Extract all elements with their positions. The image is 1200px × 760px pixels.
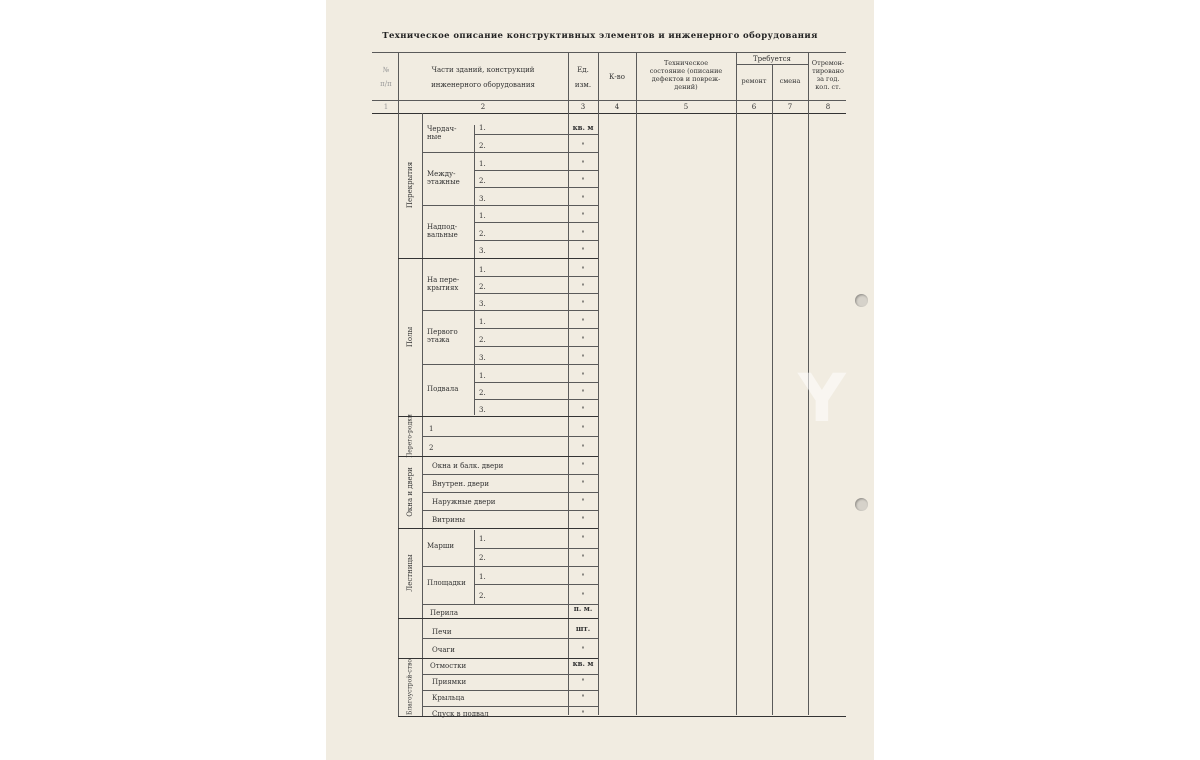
sub-naper-1: На пере- xyxy=(427,276,460,284)
row-num: 2. xyxy=(479,336,486,344)
row-num: 1. xyxy=(479,573,486,581)
row-line xyxy=(422,510,598,511)
document-page xyxy=(326,0,874,760)
unit-ditto: " xyxy=(581,573,585,581)
watermark: Y xyxy=(798,360,848,437)
row-line xyxy=(474,584,598,585)
row-num: 2. xyxy=(479,554,486,562)
unit-ditto: " xyxy=(581,444,585,452)
unit-ditto: " xyxy=(581,678,585,686)
unit-ditto: " xyxy=(581,212,585,220)
row-num: 3. xyxy=(479,354,486,362)
unit-cell: шт. xyxy=(575,624,591,633)
row-line xyxy=(474,134,598,135)
group-lestnitsy: Лестницы xyxy=(406,554,414,592)
unit-ditto: " xyxy=(581,300,585,308)
hdr-col5-line2: состояние (описание xyxy=(649,67,723,75)
sub-podvala: Подвала xyxy=(427,385,459,393)
sub-marshi: Марши xyxy=(427,542,454,550)
row-line xyxy=(422,492,598,493)
group-sep xyxy=(398,258,598,259)
num-col6: 6 xyxy=(751,103,757,111)
group-col-right xyxy=(422,113,423,716)
row-line xyxy=(422,706,598,707)
hdr-col3-line1: Ед. xyxy=(577,66,589,74)
row-line xyxy=(474,548,598,549)
unit-ditto: " xyxy=(581,354,585,362)
row-num: 1. xyxy=(479,212,486,220)
row-line xyxy=(422,674,598,675)
unit-ditto: " xyxy=(581,498,585,506)
row-line xyxy=(474,187,598,188)
sub-mezhdu-2: этажные xyxy=(427,178,460,186)
row-line xyxy=(474,293,598,294)
sub-cherdach-2: ные xyxy=(427,133,442,141)
hdr-col1-a: № xyxy=(382,66,390,74)
num-col5: 5 xyxy=(683,103,689,111)
subgroup-sep xyxy=(422,152,598,153)
unit-ditto: " xyxy=(581,160,585,168)
unit-ditto: " xyxy=(581,592,585,600)
unit-ditto: " xyxy=(581,283,585,291)
col7-left-line xyxy=(772,64,773,715)
row-num: 2. xyxy=(479,592,486,600)
row-line xyxy=(474,399,598,400)
num-col7: 7 xyxy=(787,103,793,111)
row-num: 3. xyxy=(479,247,486,255)
item-otmostki: Отмостки xyxy=(430,662,467,670)
unit-ditto: " xyxy=(581,389,585,397)
row-line xyxy=(474,276,598,277)
unit-ditto: " xyxy=(581,554,585,562)
unit-ditto: " xyxy=(581,318,585,326)
num-col4: 4 xyxy=(614,103,620,111)
row-num: 1. xyxy=(479,372,486,380)
group-okna-dveri: Окна и двери xyxy=(406,467,414,517)
sub-nadpod-1: Надпод- xyxy=(427,223,458,231)
row-line xyxy=(474,346,598,347)
hdr-col3-line2: изм. xyxy=(574,81,592,89)
sub-pervogo-2: этажа xyxy=(427,336,450,344)
group-sep xyxy=(398,618,598,619)
row-num: 2. xyxy=(479,230,486,238)
group-perekrytiya: Перекрытия xyxy=(406,161,414,209)
row-num: 3. xyxy=(479,300,486,308)
hdr-col5-line3: дефектов и повреж- xyxy=(651,75,721,83)
row-line xyxy=(422,474,598,475)
hdr-col5-line1: Техническое xyxy=(663,59,709,67)
unit-ditto: " xyxy=(581,646,585,654)
item-ochagi: Очаги xyxy=(432,646,455,654)
unit-ditto: " xyxy=(581,535,585,543)
number-row-border xyxy=(372,113,846,114)
row-num: 3. xyxy=(479,195,486,203)
unit-ditto: " xyxy=(581,406,585,414)
row-num: 3. xyxy=(479,406,486,414)
row-num: 1. xyxy=(479,318,486,326)
hdr-col2-line2: инженерного оборудования xyxy=(431,81,535,89)
hdr-col8-line2: тировано xyxy=(812,67,844,75)
hdr-trebuetsya: Требуется xyxy=(753,55,791,63)
binder-hole xyxy=(855,294,868,307)
num-col8: 8 xyxy=(825,103,831,111)
unit-cell: п. м. xyxy=(573,604,593,613)
subgroup-divider-stairs xyxy=(474,530,475,604)
row-line xyxy=(422,690,598,691)
row-line xyxy=(422,638,598,639)
unit-ditto: " xyxy=(581,372,585,380)
sub-pervogo-1: Первого xyxy=(427,328,458,336)
group-sep xyxy=(398,658,598,659)
sub-mezhdu-1: Между- xyxy=(427,170,456,178)
unit-ditto: " xyxy=(581,230,585,238)
row-line xyxy=(422,436,598,437)
unit-ditto: " xyxy=(581,480,585,488)
num-col1: 1 xyxy=(383,103,389,111)
unit-ditto: " xyxy=(581,247,585,255)
item-pechi: Печи xyxy=(432,628,452,636)
row-num: 2. xyxy=(479,389,486,397)
sub-naper-2: крытиях xyxy=(427,284,459,292)
sub-ploshchadki: Площадки xyxy=(427,579,466,587)
sub-cherdach-1: Чердач- xyxy=(427,125,457,133)
group-sep xyxy=(398,528,598,529)
unit-cell: кв. м xyxy=(572,659,594,668)
unit-ditto: " xyxy=(581,462,585,470)
item-naruzh-dveri: Наружные двери xyxy=(432,498,496,506)
hdr-col8-line3: за год. xyxy=(816,75,840,83)
row-line xyxy=(474,222,598,223)
row-num: 1. xyxy=(479,535,486,543)
item-priyamki: Приямки xyxy=(432,678,467,686)
group-blagoustroistvo: Благоустрой-ство xyxy=(406,659,414,715)
col5-left-line xyxy=(636,52,637,715)
row-num: 1. xyxy=(479,266,486,274)
row-line xyxy=(474,382,598,383)
row-line xyxy=(474,170,598,171)
subgroup-sep xyxy=(422,205,598,206)
group-peregorodki: Перего-родки xyxy=(406,414,414,458)
group-sep xyxy=(398,416,598,417)
row-line xyxy=(474,240,598,241)
hdr-col5-line4: дений) xyxy=(674,83,698,91)
header-bottom-border xyxy=(372,100,846,101)
hdr-vline xyxy=(398,52,399,113)
unit-ditto: " xyxy=(581,336,585,344)
unit-ditto: " xyxy=(581,694,585,702)
subgroup-divider xyxy=(474,125,475,415)
hdr-col6: ремонт xyxy=(741,77,767,85)
binder-hole xyxy=(855,498,868,511)
row-line xyxy=(474,328,598,329)
item-vitriny: Витрины xyxy=(432,516,466,524)
table-top-border xyxy=(372,52,846,53)
unit-ditto: " xyxy=(581,195,585,203)
item-krylca: Крыльца xyxy=(432,694,465,702)
group-sep xyxy=(398,456,598,457)
item-spusk: Спуск в подвал xyxy=(432,710,489,718)
num-col3: 3 xyxy=(580,103,586,111)
unit-cell: кв. м xyxy=(572,123,594,132)
row-num: 2 xyxy=(429,444,434,452)
hdr-col2-line1: Части зданий, конструкций xyxy=(431,66,535,74)
group-col-left xyxy=(398,113,399,716)
row-num: 2. xyxy=(479,142,486,150)
item-vnutr-dveri: Внутрен. двери xyxy=(432,480,490,488)
hdr-col1-b: п/п xyxy=(380,80,392,88)
group-poly: Полы xyxy=(406,326,414,348)
unit-ditto: " xyxy=(581,425,585,433)
hdr-col8-line1: Отремон- xyxy=(811,59,845,67)
sub-nadpod-2: вальные xyxy=(427,231,458,239)
subgroup-sep xyxy=(422,310,598,311)
unit-ditto: " xyxy=(581,177,585,185)
num-col2: 2 xyxy=(480,103,486,111)
col6-left-line xyxy=(736,52,737,715)
item-perila: Перила xyxy=(430,609,459,617)
row-num: 1. xyxy=(479,160,486,168)
page-title: Техническое описание конструктивных элементов и инженерного оборудования xyxy=(382,31,818,41)
row-num: 1 xyxy=(429,425,434,433)
unit-ditto: " xyxy=(581,710,585,718)
row-num: 1. xyxy=(479,124,486,132)
unit-ditto: " xyxy=(581,266,585,274)
col4-left-line xyxy=(598,52,599,715)
hdr-col7: смена xyxy=(779,77,801,85)
row-num: 2. xyxy=(479,177,486,185)
unit-ditto: " xyxy=(581,516,585,524)
hdr-col8-line4: кол. ст. xyxy=(815,83,841,91)
item-okna-balk: Окна и балк. двери xyxy=(432,462,504,470)
row-num: 2. xyxy=(479,283,486,291)
hdr-col4: К-во xyxy=(609,73,625,81)
subgroup-sep xyxy=(422,364,598,365)
subgroup-sep xyxy=(422,566,598,567)
unit-ditto: " xyxy=(581,142,585,150)
